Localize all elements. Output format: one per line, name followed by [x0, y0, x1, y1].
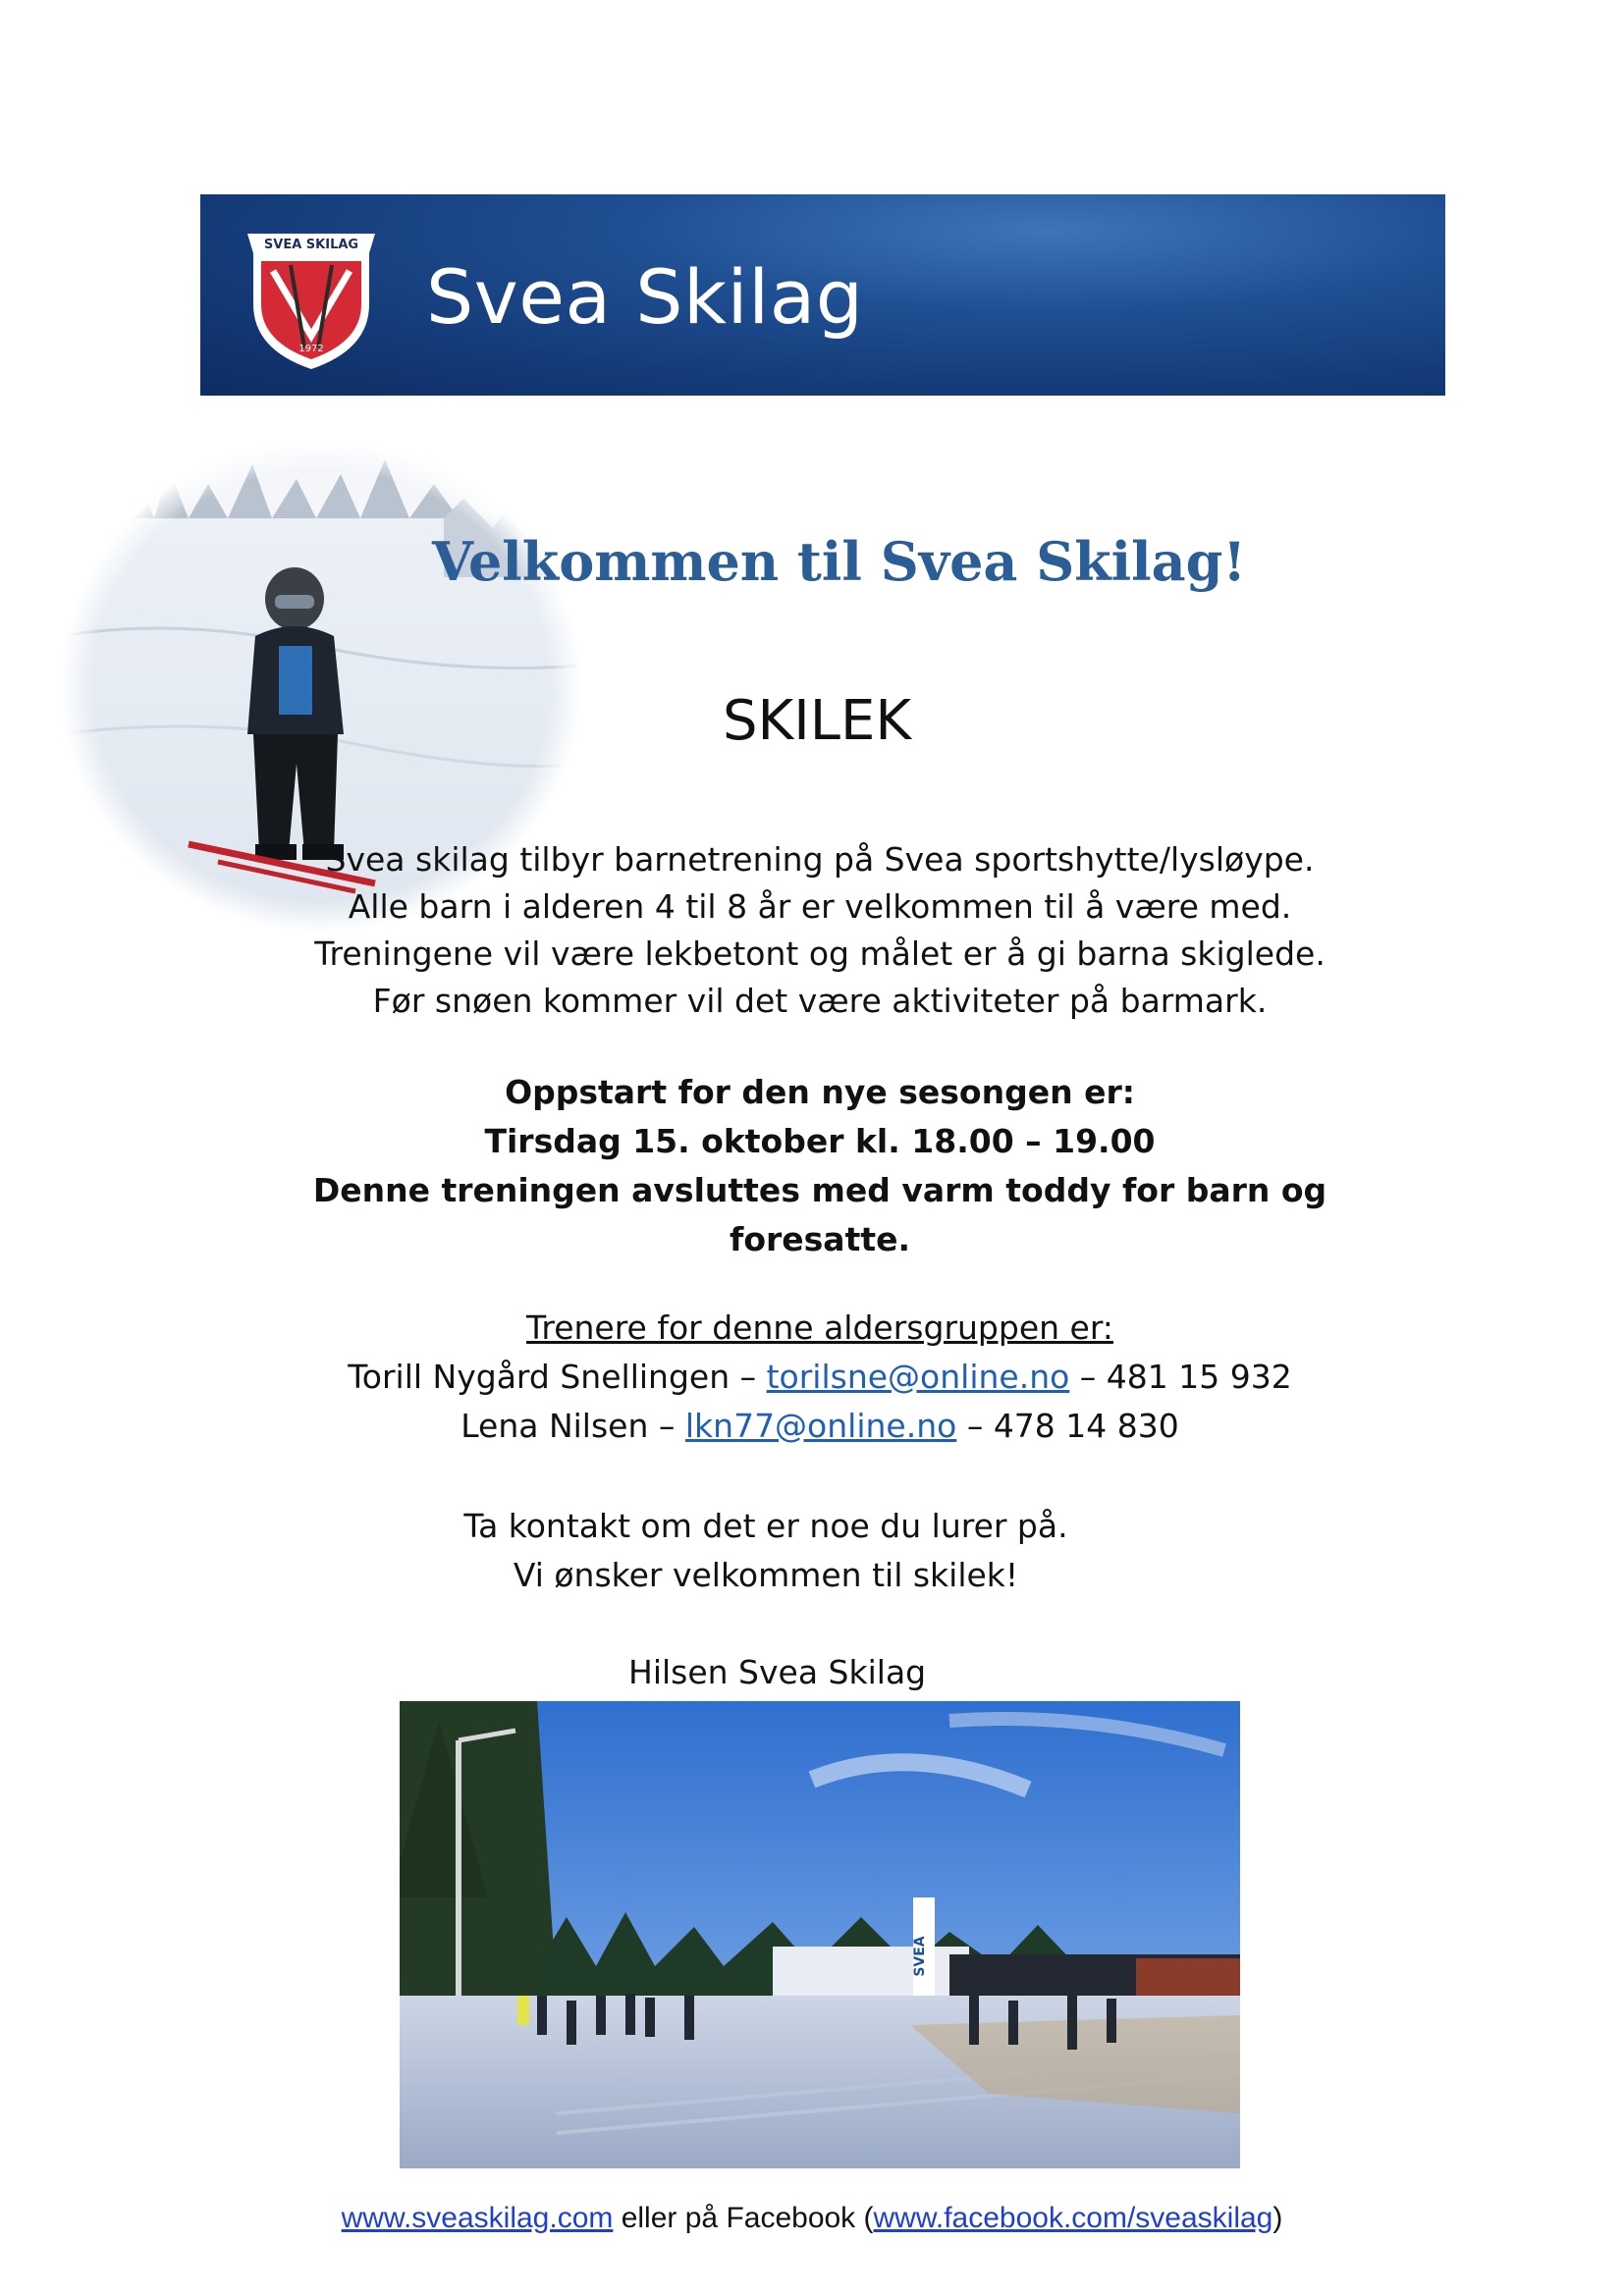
trainer-phone: 481 15 932: [1106, 1358, 1292, 1396]
separator: –: [1069, 1358, 1107, 1396]
intro-line: Alle barn i alderen 4 til 8 år er velkommen til å være med.: [348, 887, 1292, 926]
trainer-row: [295, 1353, 1345, 1402]
trainer-phone: 478 14 830: [993, 1407, 1179, 1445]
footer: [0, 2202, 1624, 2235]
svg-text:SVEA SKILAG: SVEA SKILAG: [263, 238, 359, 252]
intro-paragraph: [295, 836, 1345, 1025]
trainer-row: [295, 1402, 1345, 1451]
startup-line: foresatte.: [729, 1220, 911, 1258]
footer-text: ): [1272, 2202, 1283, 2234]
website-link[interactable]: www.sveaskilag.com: [341, 2202, 614, 2234]
contact-line: Ta kontakt om det er noe du lurer på.: [463, 1507, 1068, 1545]
club-logo-icon: [244, 226, 379, 373]
trainer-email-link[interactable]: torilsne@online.no: [766, 1358, 1070, 1396]
intro-line: Svea skilag tilbyr barnetrening på Svea sportshytte/lysløype.: [325, 840, 1315, 879]
intro-line: Før snøen kommer vil det være aktiviteter på barmark.: [372, 982, 1268, 1020]
header-banner: [200, 194, 1445, 396]
svg-text:SVEA: SVEA: [912, 1936, 928, 1977]
intro-line: Treningene vil være lekbetont og målet er å gi barna skiglede.: [314, 934, 1326, 973]
separator: –: [648, 1407, 685, 1445]
svg-text:1972: 1972: [298, 344, 324, 354]
trainer-name: Lena Nilsen: [460, 1407, 649, 1445]
banner-title: Svea Skilag: [426, 253, 864, 341]
separator: –: [730, 1358, 767, 1396]
trainer-name: Torill Nygård Snellingen: [348, 1358, 731, 1396]
startup-line: Oppstart for den nye sesongen er:: [505, 1073, 1135, 1111]
trainer-email-link[interactable]: lkn77@online.no: [684, 1407, 957, 1445]
welcome-heading: Velkommen til Svea Skilag!: [432, 530, 1247, 593]
section-title: SKILEK: [722, 689, 912, 753]
trainers-section: [295, 1304, 1345, 1451]
contact-line: Vi ønsker velkommen til skilek!: [513, 1556, 1019, 1594]
startup-line: Tirsdag 15. oktober kl. 18.00 – 19.00: [484, 1122, 1156, 1160]
startup-info: [295, 1068, 1345, 1264]
separator: –: [956, 1407, 994, 1445]
ski-arena-photo: [400, 1701, 1240, 2168]
trainers-heading: Trenere for denne aldersgruppen er:: [526, 1308, 1113, 1347]
facebook-link[interactable]: www.facebook.com/sveaskilag: [873, 2202, 1273, 2234]
signature: Hilsen Svea Skilag: [628, 1653, 927, 1691]
footer-text: eller på Facebook (: [613, 2202, 874, 2234]
contact-section: [373, 1502, 1159, 1600]
startup-line: Denne treningen avsluttes med varm toddy for barn og: [312, 1171, 1327, 1209]
